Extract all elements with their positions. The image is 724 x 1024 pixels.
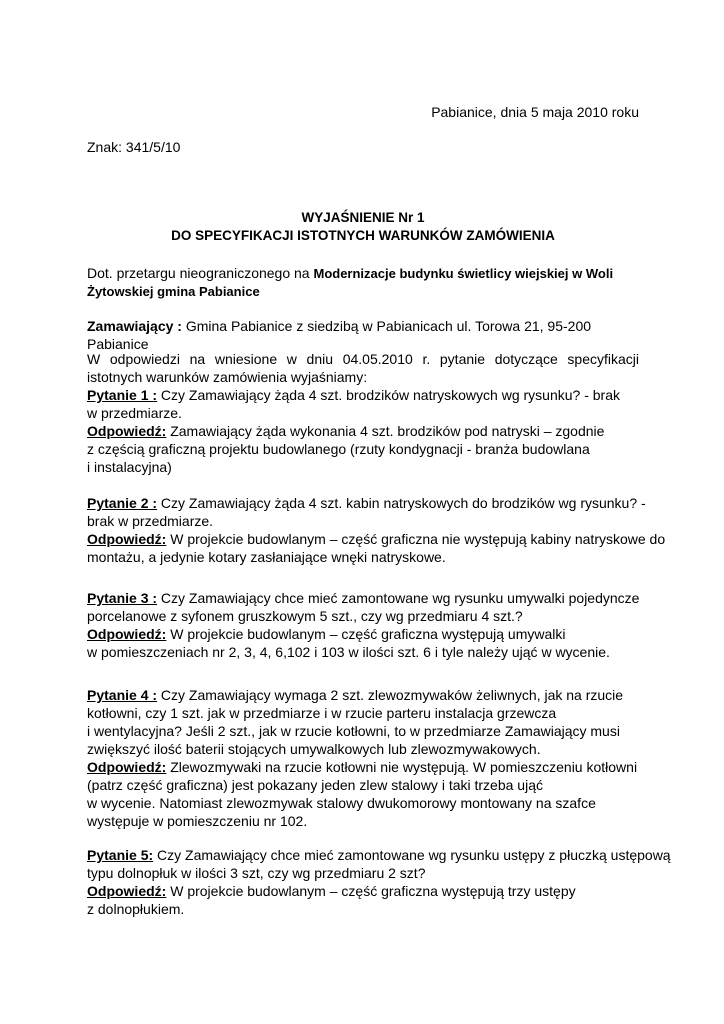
title-line-1: WYJAŚNIENIE Nr 1 [301, 210, 425, 225]
answer-text: z częścią graficzną projektu budowlanego (rzuty kondygnacji - branża budowlana [87, 441, 590, 457]
qa-item-2 [87, 494, 666, 566]
question-label: Pytanie 2 : [87, 495, 158, 511]
question-label: Pytanie 4 : [87, 687, 158, 703]
place-date: Pabianice, dnia 5 maja 2010 roku [431, 104, 639, 120]
question-text: typu dolnopłuk w ilości 3 szt, czy wg przedmiaru 2 szt? [87, 865, 426, 881]
answer-label: Odpowiedź: [87, 759, 167, 775]
orderer-label: Zamawiający : [87, 318, 182, 334]
answer-text: w wycenie. Natomiast zlewozmywak stalowy dwukomorowy montowany na szafce [87, 795, 596, 811]
subject-name-line-2: Żytowskiej gmina Pabianice [87, 284, 260, 299]
question-text: w przedmiarze. [87, 405, 182, 421]
question-text: Czy Zamawiający żąda 4 szt. brodzików natryskowych wg rysunku? - brak [157, 387, 620, 403]
answer-text: W projekcie budowlanym – część graficzna występują trzy ustępy [166, 883, 576, 899]
orderer [87, 317, 639, 353]
subject-prefix: Dot. przetargu nieograniczonego na [87, 265, 314, 281]
answer-text: montażu, a jedynie kotary zasłaniające wnęki natryskowe. [87, 549, 446, 565]
document-title [87, 209, 639, 245]
answer-text: Zamawiający żąda wykonania 4 szt. brodzików pod natryski – zgodnie [166, 423, 605, 439]
answer-label: Odpowiedź: [87, 626, 167, 642]
orderer-text: Gmina Pabianice z siedzibą w Pabianicach ul. Torowa 21, 95-200 Pabianice [87, 318, 592, 352]
question-text: i wentylacyjna? Jeśli 2 szt., jak w rzucie kotłowni, to w przedmiarze Zamawiający musi [87, 723, 620, 739]
question-text: kotłowni, czy 1 szt. jak w przedmiarze i w rzucie parteru instalacja grzewcza [87, 705, 557, 721]
question-label: Pytanie 3 : [87, 590, 158, 606]
answer-text: występuje w pomieszczeniu nr 102. [87, 813, 308, 829]
question-text: brak w przedmiarze. [87, 513, 214, 529]
answer-label: Odpowiedź: [87, 423, 167, 439]
qa-item-3 [87, 589, 639, 661]
answer-text: w pomieszczeniach nr 2, 3, 4, 6,102 i 103 w ilości szt. 6 i tyle należy ująć w wycenie. [87, 644, 610, 660]
question-text: Czy Zamawiający żąda 4 szt. kabin natryskowych do brodzików wg rysunku? - [157, 495, 646, 511]
question-label: Pytanie 5: [87, 847, 154, 863]
question-label: Pytanie 1 : [87, 387, 158, 403]
answer-text: W projekcie budowlanym – część graficzna występują umywalki [166, 626, 566, 642]
question-text: Czy Zamawiający chce mieć zamontowane wg rysunku ustępy z płuczką ustępową [153, 847, 671, 863]
answer-label: Odpowiedź: [87, 531, 167, 547]
subject-name-line-1: Modernizacje budynku świetlicy wiejskiej w Woli [313, 266, 614, 281]
question-text: Czy Zamawiający chce mieć zamontowane wg rysunku umywalki pojedyncze [157, 590, 640, 606]
question-text: zwiększyć ilość baterii stojących umywalkowych lub zlewozmywakowych. [87, 741, 541, 757]
title-line-2: DO SPECYFIKACJI ISTOTNYCH WARUNKÓW ZAMÓWIENIA [171, 228, 555, 243]
intro-paragraph: W odpowiedzi na wniesione w dniu 04.05.2010 r. pytanie dotyczące specyfikacji istotnych warunków zamówienia wyjaśniamy: [87, 351, 639, 385]
answer-text: z dolnopłukiem. [87, 901, 185, 917]
answer-label: Odpowiedź: [87, 883, 167, 899]
qa-item-1 [87, 386, 639, 476]
answer-text: Zlewozmywaki na rzucie kotłowni nie występują. W pomieszczeniu kotłowni [166, 759, 638, 775]
answer-text: W projekcie budowlanym – część graficzna nie występują kabiny natryskowe do [166, 531, 666, 547]
question-text: Czy Zamawiający wymaga 2 szt. zlewozmywaków żeliwnych, jak na rzucie [157, 687, 624, 703]
answer-text: (patrz część graficzna) jest pokazany jeden zlew stalowy i taki trzeba ująć [87, 777, 543, 793]
subject [87, 264, 639, 301]
qa-item-4 [87, 686, 639, 830]
reference-number: Znak: 341/5/10 [87, 139, 181, 155]
qa-item-5 [87, 846, 671, 918]
question-text: porcelanowe z syfonem gruszkowym 5 szt., czy wg przedmiaru 4 szt.? [87, 608, 523, 624]
answer-text: i instalacyjna) [87, 459, 172, 475]
